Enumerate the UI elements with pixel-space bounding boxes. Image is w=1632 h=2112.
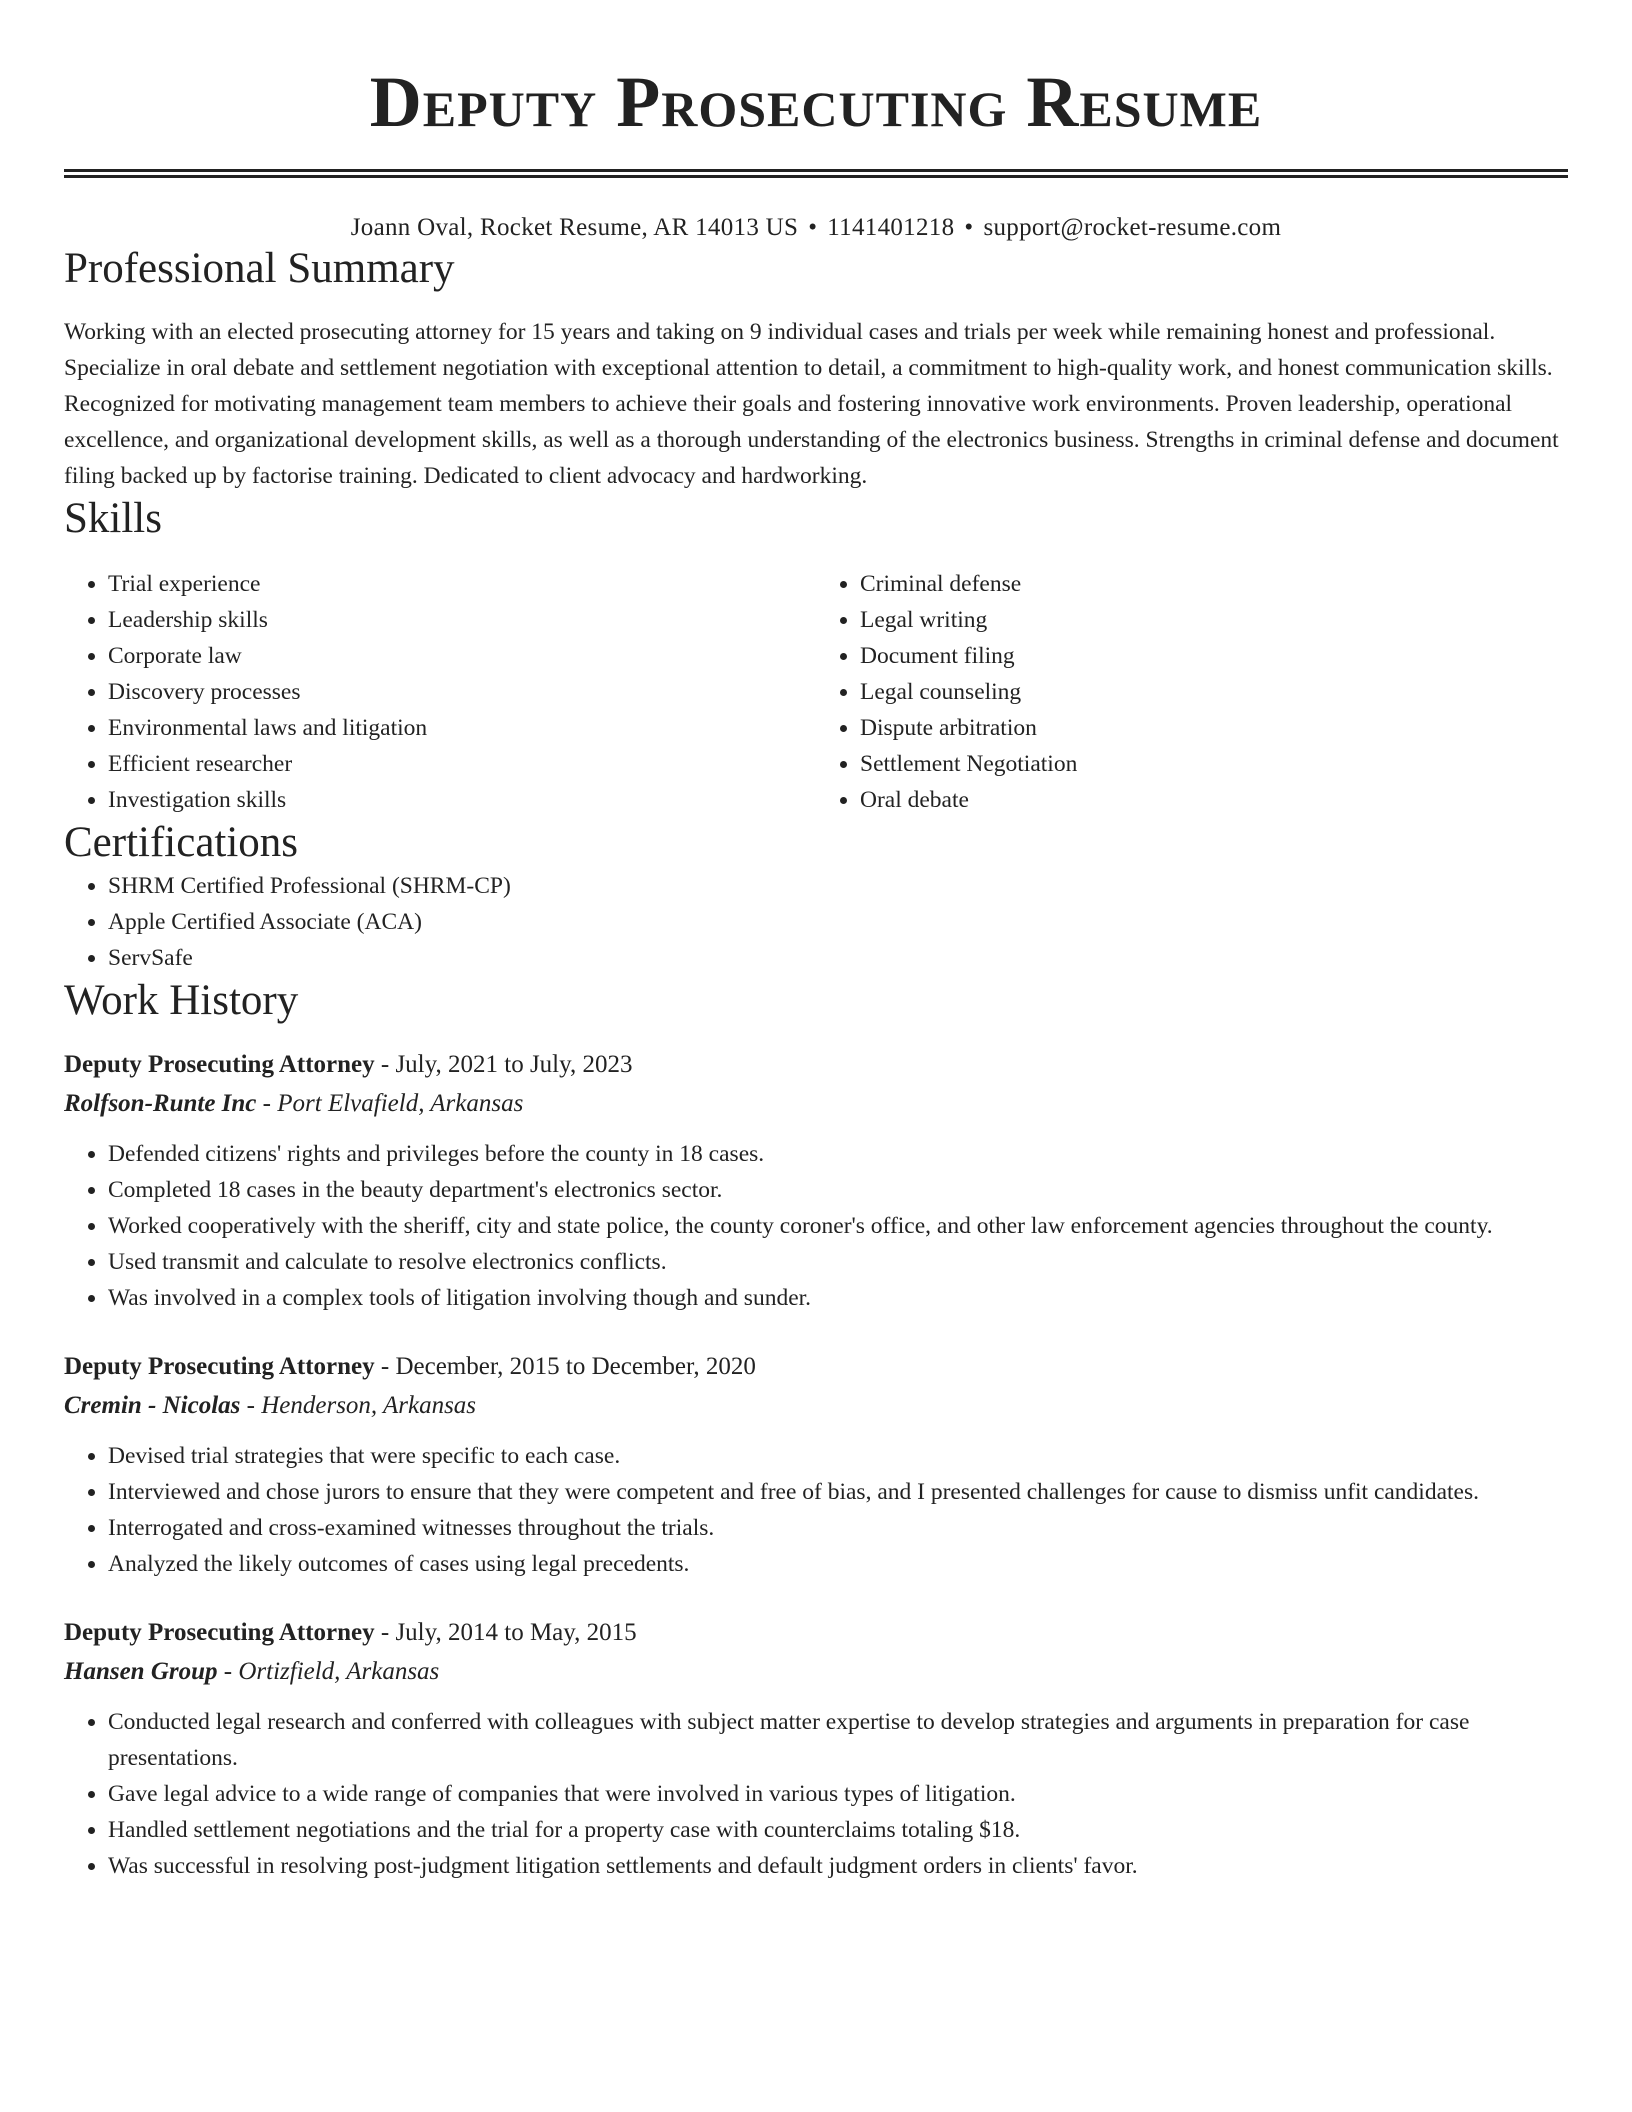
job-dates: - July, 2021 to July, 2023 [374, 1051, 633, 1078]
certification-item: • SHRM Certified Professional (SHRM-CP) [108, 868, 1568, 904]
certifications-heading: Certifications [64, 819, 299, 866]
skill-item: • Discovery processes [108, 674, 816, 710]
job-duty: • Analyzed the likely outcomes of cases using legal precedents. [108, 1546, 1568, 1582]
certifications-list [64, 868, 1568, 976]
job-title-line [64, 1614, 1568, 1652]
job-title-line [64, 1046, 1568, 1084]
job-duties-list [64, 1136, 1568, 1316]
skill-item: • Trial experience [108, 566, 816, 602]
contact-phone: 1141401218 [827, 214, 955, 241]
job-title: Deputy Prosecuting Attorney [64, 1619, 375, 1646]
contact-separator: • [964, 214, 974, 241]
skill-item: • Environmental laws and litigation [108, 710, 816, 746]
job-duty: • Was successful in resolving post-judgment litigation settlements and default judgment orders in clients' favor. [108, 1848, 1568, 1884]
job-entry [64, 1614, 1568, 1884]
skills-heading: Skills [64, 495, 162, 542]
professional-summary-section [64, 244, 1568, 494]
summary-text: Working with an elected prosecuting attorney for 15 years and taking on 9 individual cases and trials per week while remaining honest and professional. Specialize in oral debate and settlement negotiation with exceptional attention to detail, a commitment to high-quality work, and honest communication skills. Recognized for motivating management team members to achieve their goals and fostering innovative work environments. Proven leadership, operational excellence, and organizational development skills, as well as a thorough understanding of the electronics business. Strengths in criminal defense and document filing backed up by factorise training. Dedicated to client advocacy and hardworking. [64, 319, 1559, 489]
job-title-line [64, 1348, 1568, 1386]
job-duties-list [64, 1438, 1568, 1582]
job-company-line [64, 1386, 1568, 1426]
skills-grid [64, 566, 1568, 818]
job-location: - Ortizfield, Arkansas [217, 1658, 440, 1685]
skill-item: • Leadership skills [108, 602, 816, 638]
certifications-section [64, 818, 1568, 976]
job-company-line [64, 1084, 1568, 1124]
skill-item: • Document filing [860, 638, 1568, 674]
skills-list-right [816, 566, 1568, 818]
job-company: Hansen Group [64, 1658, 218, 1685]
job-dates: - December, 2015 to December, 2020 [374, 1353, 756, 1380]
work-history-section [64, 976, 1568, 1884]
job-duty: • Was involved in a complex tools of litigation involving though and sunder. [108, 1280, 1568, 1316]
job-company-line [64, 1652, 1568, 1692]
job-duty: • Defended citizens' rights and privileges before the county in 18 cases. [108, 1136, 1568, 1172]
title-divider [64, 169, 1568, 178]
skill-item: • Oral debate [860, 782, 1568, 818]
skill-item: • Settlement Negotiation [860, 746, 1568, 782]
skill-item: • Corporate law [108, 638, 816, 674]
certification-item: • ServSafe [108, 940, 1568, 976]
job-location: - Henderson, Arkansas [240, 1392, 477, 1419]
job-location: - Port Elvafield, Arkansas [256, 1090, 524, 1117]
job-duty: • Devised trial strategies that were specific to each case. [108, 1438, 1568, 1474]
skill-item: • Efficient researcher [108, 746, 816, 782]
skill-item: • Criminal defense [860, 566, 1568, 602]
job-company: Cremin - Nicolas [64, 1392, 241, 1419]
job-dates: - July, 2014 to May, 2015 [374, 1619, 637, 1646]
job-duty: • Gave legal advice to a wide range of companies that were involved in various types of litigation. [108, 1776, 1568, 1812]
skill-item: • Dispute arbitration [860, 710, 1568, 746]
skill-item: • Legal writing [860, 602, 1568, 638]
job-title: Deputy Prosecuting Attorney [64, 1353, 375, 1380]
job-entry [64, 1046, 1568, 1316]
job-duty: • Completed 18 cases in the beauty department's electronics sector. [108, 1172, 1568, 1208]
job-duty: • Handled settlement negotiations and the trial for a property case with counterclaims totaling $18. [108, 1812, 1568, 1848]
contact-line [64, 212, 1568, 244]
job-duty: • Used transmit and calculate to resolve electronics conflicts. [108, 1244, 1568, 1280]
job-duty: • Interviewed and chose jurors to ensure that they were competent and free of bias, and I presented challenges for cause to dismiss unfit candidates. [108, 1474, 1568, 1510]
job-title: Deputy Prosecuting Attorney [64, 1051, 375, 1078]
contact-address: Joann Oval, Rocket Resume, AR 14013 US [350, 214, 799, 241]
job-company: Rolfson-Runte Inc [64, 1090, 257, 1117]
contact-email: support@rocket-resume.com [983, 214, 1282, 241]
skill-item: • Legal counseling [860, 674, 1568, 710]
summary-heading: Professional Summary [64, 245, 455, 292]
work-history-heading: Work History [64, 977, 299, 1024]
job-duty: • Interrogated and cross-examined witnesses throughout the trials. [108, 1510, 1568, 1546]
contact-separator: • [808, 214, 818, 241]
certification-item: • Apple Certified Associate (ACA) [108, 904, 1568, 940]
skills-section [64, 494, 1568, 818]
skills-list-left [64, 566, 816, 818]
job-duty: • Worked cooperatively with the sheriff, city and state police, the county coroner's office, and other law enforcement agencies throughout the county. [108, 1208, 1568, 1244]
job-duties-list [64, 1704, 1568, 1884]
job-duty: • Conducted legal research and conferred with colleagues with subject matter expertise to develop strategies and arguments in preparation for case presentations. [108, 1704, 1568, 1776]
skill-item: • Investigation skills [108, 782, 816, 818]
resume-title: Deputy Prosecuting Resume [369, 62, 1263, 142]
job-entry [64, 1348, 1568, 1582]
